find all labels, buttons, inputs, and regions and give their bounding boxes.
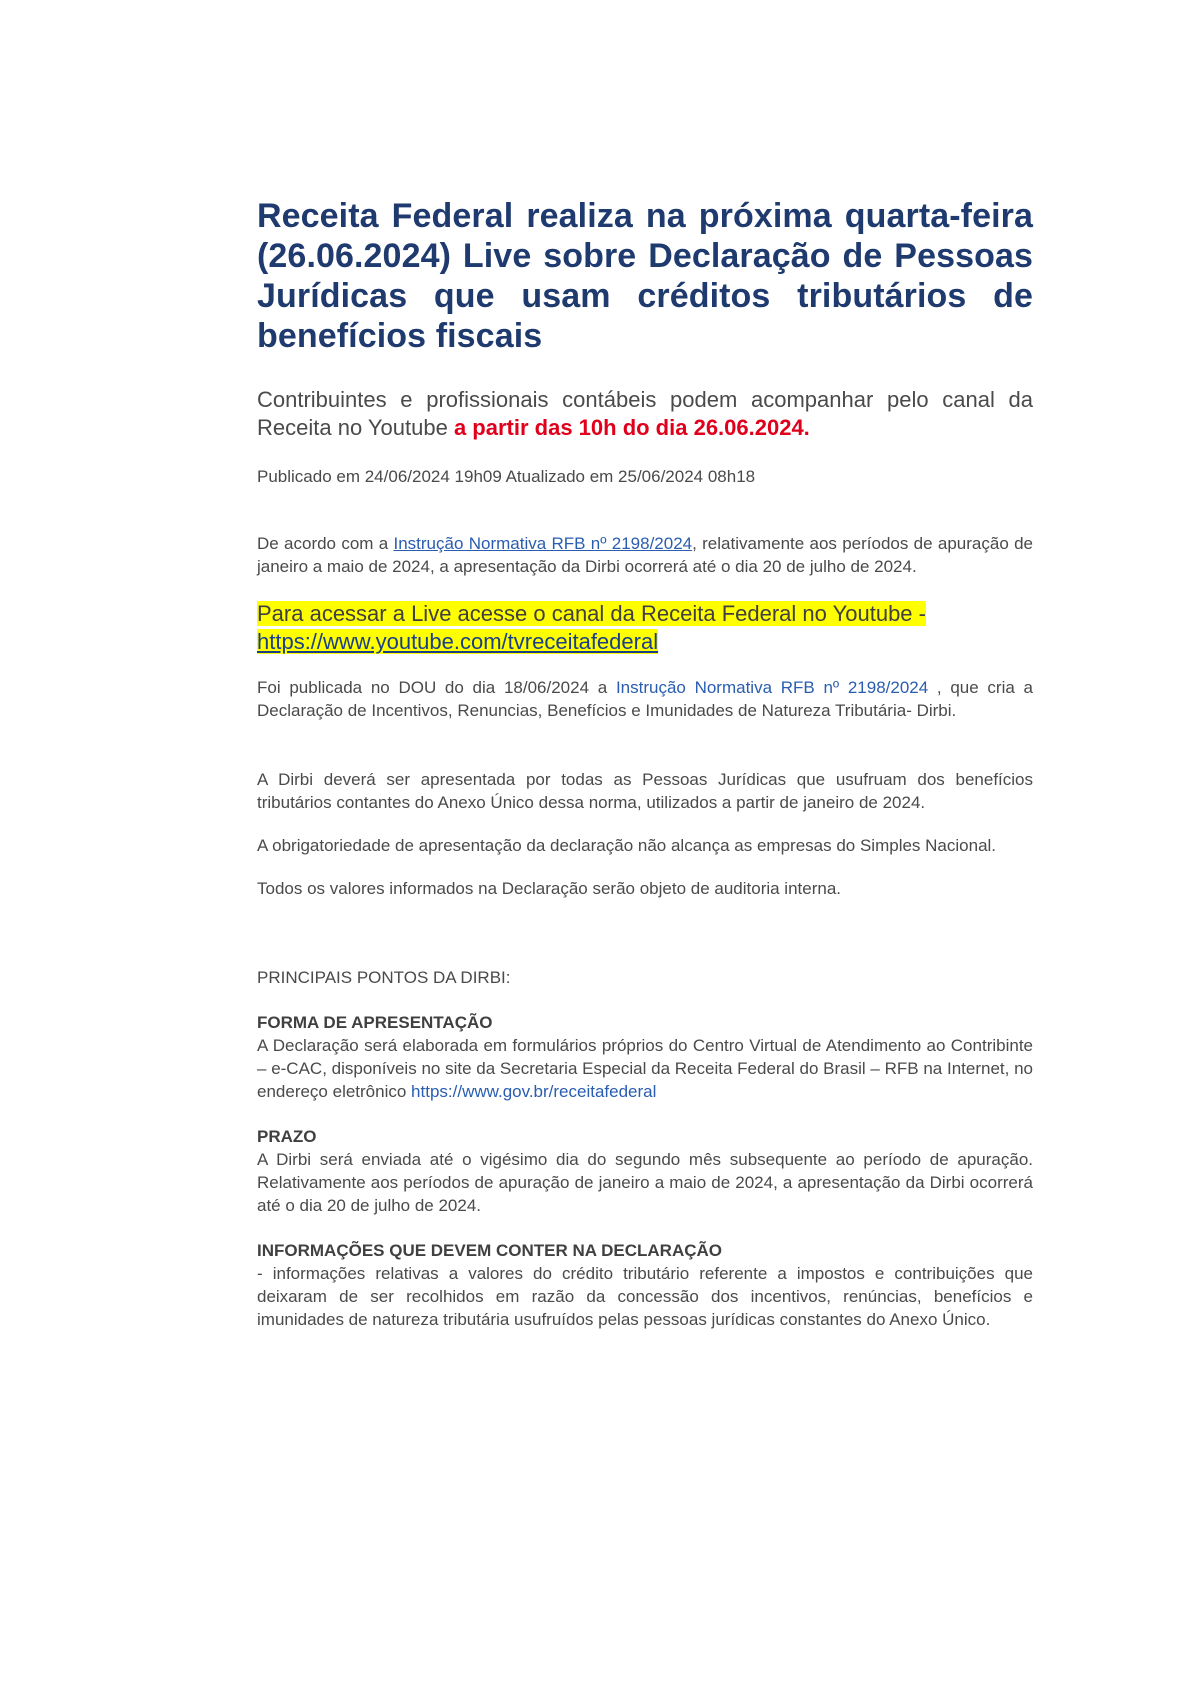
prazo-heading: PRAZO	[257, 1127, 317, 1146]
paragraph-auditoria: Todos os valores informados na Declaração serão objeto de auditoria interna.	[257, 879, 842, 898]
p2-prefix: Foi publicada no DOU do dia 18/06/2024 a	[257, 678, 616, 697]
p2-suffix: , que cria a Declaração de Incentivos, Renuncias, Benefícios e Imunidades de Natureza Tributária- Dirbi.	[257, 678, 1033, 720]
instruction-link-2[interactable]: Instrução Normativa RFB nº 2198/2024	[615, 678, 929, 697]
prazo-text: A Dirbi será enviada até o vigésimo dia do segundo mês subsequente ao período de apuração. Relativamente aos períodos de apuração de janeiro a maio de 2024, a apresentação da Dirbi ocorrerá até o dia 20 de julho de 2024.	[257, 1150, 1033, 1215]
gov-link[interactable]: https://www.gov.br/receitafederal	[411, 1082, 657, 1101]
info-heading: INFORMAÇÕES QUE DEVEM CONTER NA DECLARAÇÃO	[257, 1241, 722, 1260]
live-notice	[257, 600, 1033, 656]
forma-heading: FORMA DE APRESENTAÇÃO	[257, 1013, 493, 1032]
published-date: Publicado em 24/06/2024 19h09 Atualizado em 25/06/2024 08h18	[257, 467, 756, 486]
article-title: Receita Federal realiza na próxima quarta-feira (26.06.2024) Live sobre Declaração de Pessoas Jurídicas que usam créditos tributários de benefícios fiscais	[257, 197, 1033, 355]
info-text: - informações relativas a valores do crédito tributário referente a impostos e contribuições que deixaram de ser recolhidos em razão da concessão dos incentivos, renúncias, benefícios e imunidades de natureza tributária usufruídos pelas pessoas jurídicas constantes do Anexo Único.	[257, 1264, 1033, 1329]
subtitle-highlight: a partir das 10h do dia 26.06.2024.	[453, 415, 810, 440]
p1-prefix: De acordo com a	[257, 534, 394, 553]
paragraph-instruction	[257, 532, 1033, 578]
youtube-link[interactable]: https://www.youtube.com/tvreceitafederal	[257, 629, 659, 654]
forma-body: A Declaração será elaborada em formulários próprios do Centro Virtual de Atendimento ao Contribinte – e-CAC, disponíveis no site da Secretaria Especial da Receita Federal do Brasil – RFB na Internet, no endereço eletrônico	[257, 1036, 1033, 1101]
paragraph-dou	[257, 676, 1033, 722]
principal-points-heading: PRINCIPAIS PONTOS DA DIRBI:	[257, 968, 511, 987]
forma-text	[257, 1034, 1033, 1103]
paragraph-dirbi: A Dirbi deverá ser apresentada por todas as Pessoas Jurídicas que usufruam dos benefícios tributários contantes do Anexo Único dessa norma, utilizados a partir de janeiro de 2024.	[257, 770, 1033, 812]
document-page	[257, 196, 1033, 1331]
p1-suffix: , relativamente aos períodos de apuração de janeiro a maio de 2024, a apresentação da Dirbi ocorrerá até o dia 20 de julho de 2024.	[257, 534, 1033, 576]
article-subtitle	[257, 386, 1033, 442]
live-text: Para acessar a Live acesse o canal da Receita Federal no Youtube -	[257, 601, 926, 626]
instruction-link[interactable]: Instrução Normativa RFB nº 2198/2024	[393, 534, 693, 553]
subtitle-text: Contribuintes e profissionais contábeis podem acompanhar pelo canal da Receita no Youtube	[257, 387, 1033, 440]
paragraph-obrigatoriedade: A obrigatoriedade de apresentação da declaração não alcança as empresas do Simples Nacional.	[257, 836, 997, 855]
